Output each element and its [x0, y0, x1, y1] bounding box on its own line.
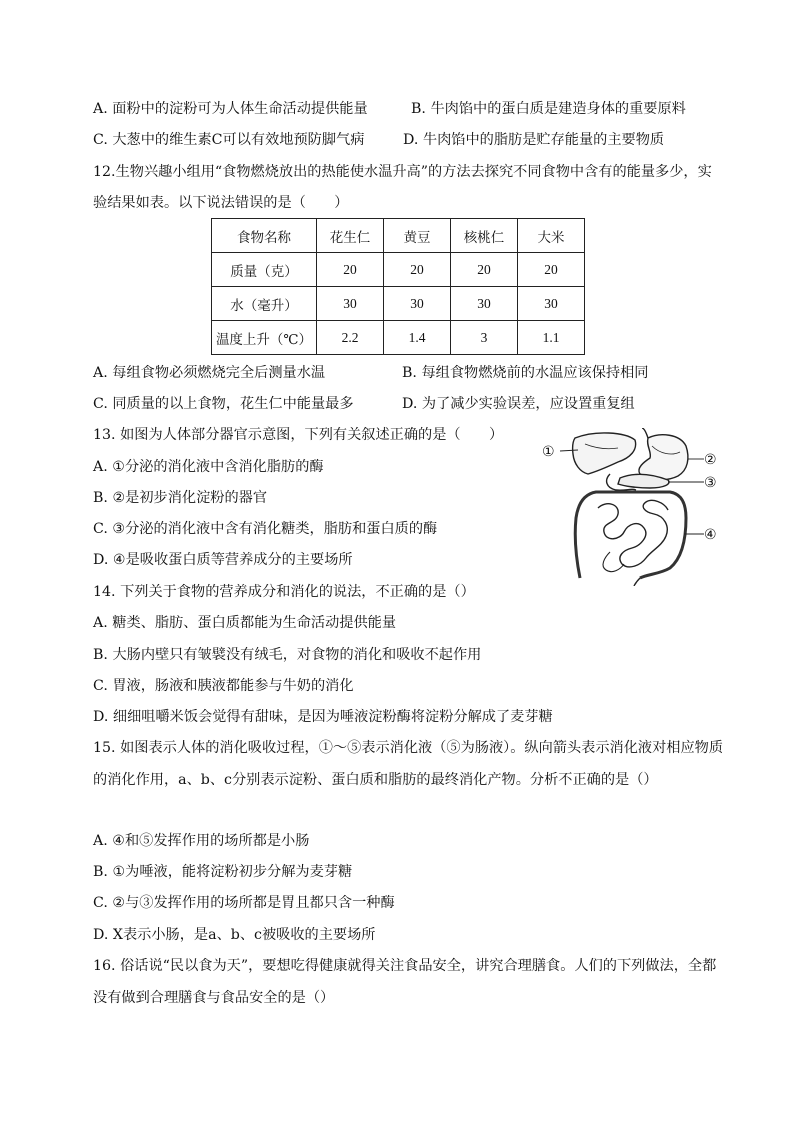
q15-option-a: A. ④和⑤发挥作用的场所都是小肠 — [93, 833, 310, 849]
table-cell: 30 — [518, 287, 585, 321]
q11-option-d: D. 牛肉馅中的脂肪是贮存能量的主要物质 — [403, 132, 665, 148]
table-header-cell: 食物名称 — [212, 219, 317, 253]
table-cell: 20 — [518, 253, 585, 287]
organ-label-3: ③ — [704, 475, 717, 491]
q14-option-a: A. 糖类、脂肪、蛋白质都能为生命活动提供能量 — [93, 615, 397, 631]
q13-option-d: D. ④是吸收蛋白质等营养成分的主要场所 — [93, 552, 353, 568]
large-intestine-shape — [575, 492, 686, 578]
digestive-organs-figure — [540, 428, 730, 586]
organ-label-4: ④ — [704, 527, 717, 543]
q16-stem-line1: 16. 俗话说“民以食为天”，要想吃得健康就得关注食品安全，讲究合理膳食。人们的下列做法，全都 — [93, 958, 717, 974]
table-row-label: 水（毫升） — [212, 287, 317, 321]
table-cell: 30 — [317, 287, 384, 321]
small-intestine-shape — [598, 500, 668, 566]
q14-stem: 14. 下列关于食物的营养成分和消化的说法，不正确的是（） — [93, 584, 475, 600]
table-cell: 1.1 — [518, 321, 585, 355]
q12-option-a: A. 每组食物必须燃烧完全后测量水温 — [93, 365, 326, 381]
q15-option-b: B. ①为唾液，能将淀粉初步分解为麦芽糖 — [93, 864, 353, 880]
q12-stem-line1: 12.生物兴趣小组用“食物燃烧放出的热能使水温升高”的方法去探究不同食物中含有的能量多少，实 — [93, 164, 712, 180]
q12-option-d: D. 为了减少实验误差，应设置重复组 — [402, 396, 635, 412]
q14-option-d: D. 细细咀嚼米饭会觉得有甜味，是因为唾液淀粉酶将淀粉分解成了麦芽糖 — [93, 709, 553, 725]
q13-option-b: B. ②是初步消化淀粉的器官 — [93, 490, 268, 506]
food-energy-table — [211, 218, 585, 355]
table-row — [212, 321, 585, 355]
table-cell: 20 — [317, 253, 384, 287]
table-cell: 1.4 — [384, 321, 451, 355]
q13-option-c: C. ③分泌的消化液中含有消化糖类，脂肪和蛋白质的酶 — [93, 521, 438, 537]
table-cell: 20 — [384, 253, 451, 287]
q11-option-b: B. 牛肉馅中的蛋白质是建造身体的重要原料 — [411, 101, 686, 117]
q12-option-c: C. 同质量的以上食物，花生仁中能量最多 — [93, 396, 354, 412]
organ-label-1: ① — [542, 444, 555, 460]
table-row-label: 温度上升（℃） — [212, 321, 317, 355]
table-header-cell: 核桃仁 — [451, 219, 518, 253]
table-header-cell: 黄豆 — [384, 219, 451, 253]
q16-stem-line2: 没有做到合理膳食与食品安全的是（） — [93, 990, 335, 1006]
q11-option-c: C. 大葱中的维生素C可以有效地预防脚气病 — [93, 132, 365, 148]
q15-stem-line1: 15. 如图表示人体的消化吸收过程，①～⑤表示消化液（⑤为肠液）。纵向箭头表示消化液对相应物质 — [93, 740, 724, 756]
table-row — [212, 253, 585, 287]
table-header-cell: 花生仁 — [317, 219, 384, 253]
table-cell: 30 — [451, 287, 518, 321]
table-cell: 30 — [384, 287, 451, 321]
table-row — [212, 287, 585, 321]
table-header-cell: 大米 — [518, 219, 585, 253]
q14-option-b: B. 大肠内壁只有皱襞没有绒毛，对食物的消化和吸收不起作用 — [93, 647, 482, 663]
q12-stem-line2: 验结果如表。以下说法错误的是（ ） — [93, 195, 349, 211]
liver-shape — [573, 433, 636, 474]
q13-option-a: A. ①分泌的消化液中含消化脂肪的酶 — [93, 459, 324, 475]
q12-option-b: B. 每组食物燃烧前的水温应该保持相同 — [402, 365, 649, 381]
stomach-shape — [639, 435, 688, 480]
table-header-row — [212, 219, 585, 253]
table-cell: 20 — [451, 253, 518, 287]
q11-option-a: A. 面粉中的淀粉可为人体生命活动提供能量 — [93, 101, 368, 117]
q13-stem: 13. 如图为人体部分器官示意图，下列有关叙述正确的是（ ） — [93, 427, 504, 443]
organ-label-2: ② — [704, 452, 717, 468]
q14-option-c: C. 胃液，肠液和胰液都能参与牛奶的消化 — [93, 678, 354, 694]
table-cell: 3 — [451, 321, 518, 355]
q15-stem-line2: 的消化作用，a、b、c分别表示淀粉、蛋白质和脂肪的最终消化产物。分析不正确的是（） — [93, 772, 658, 788]
q15-option-c: C. ②与③发挥作用的场所都是胃且都只含一种酶 — [93, 895, 395, 911]
q15-option-d: D. X表示小肠，是a、b、c被吸收的主要场所 — [93, 927, 376, 943]
table-cell: 2.2 — [317, 321, 384, 355]
table-row-label: 质量（克） — [212, 253, 317, 287]
